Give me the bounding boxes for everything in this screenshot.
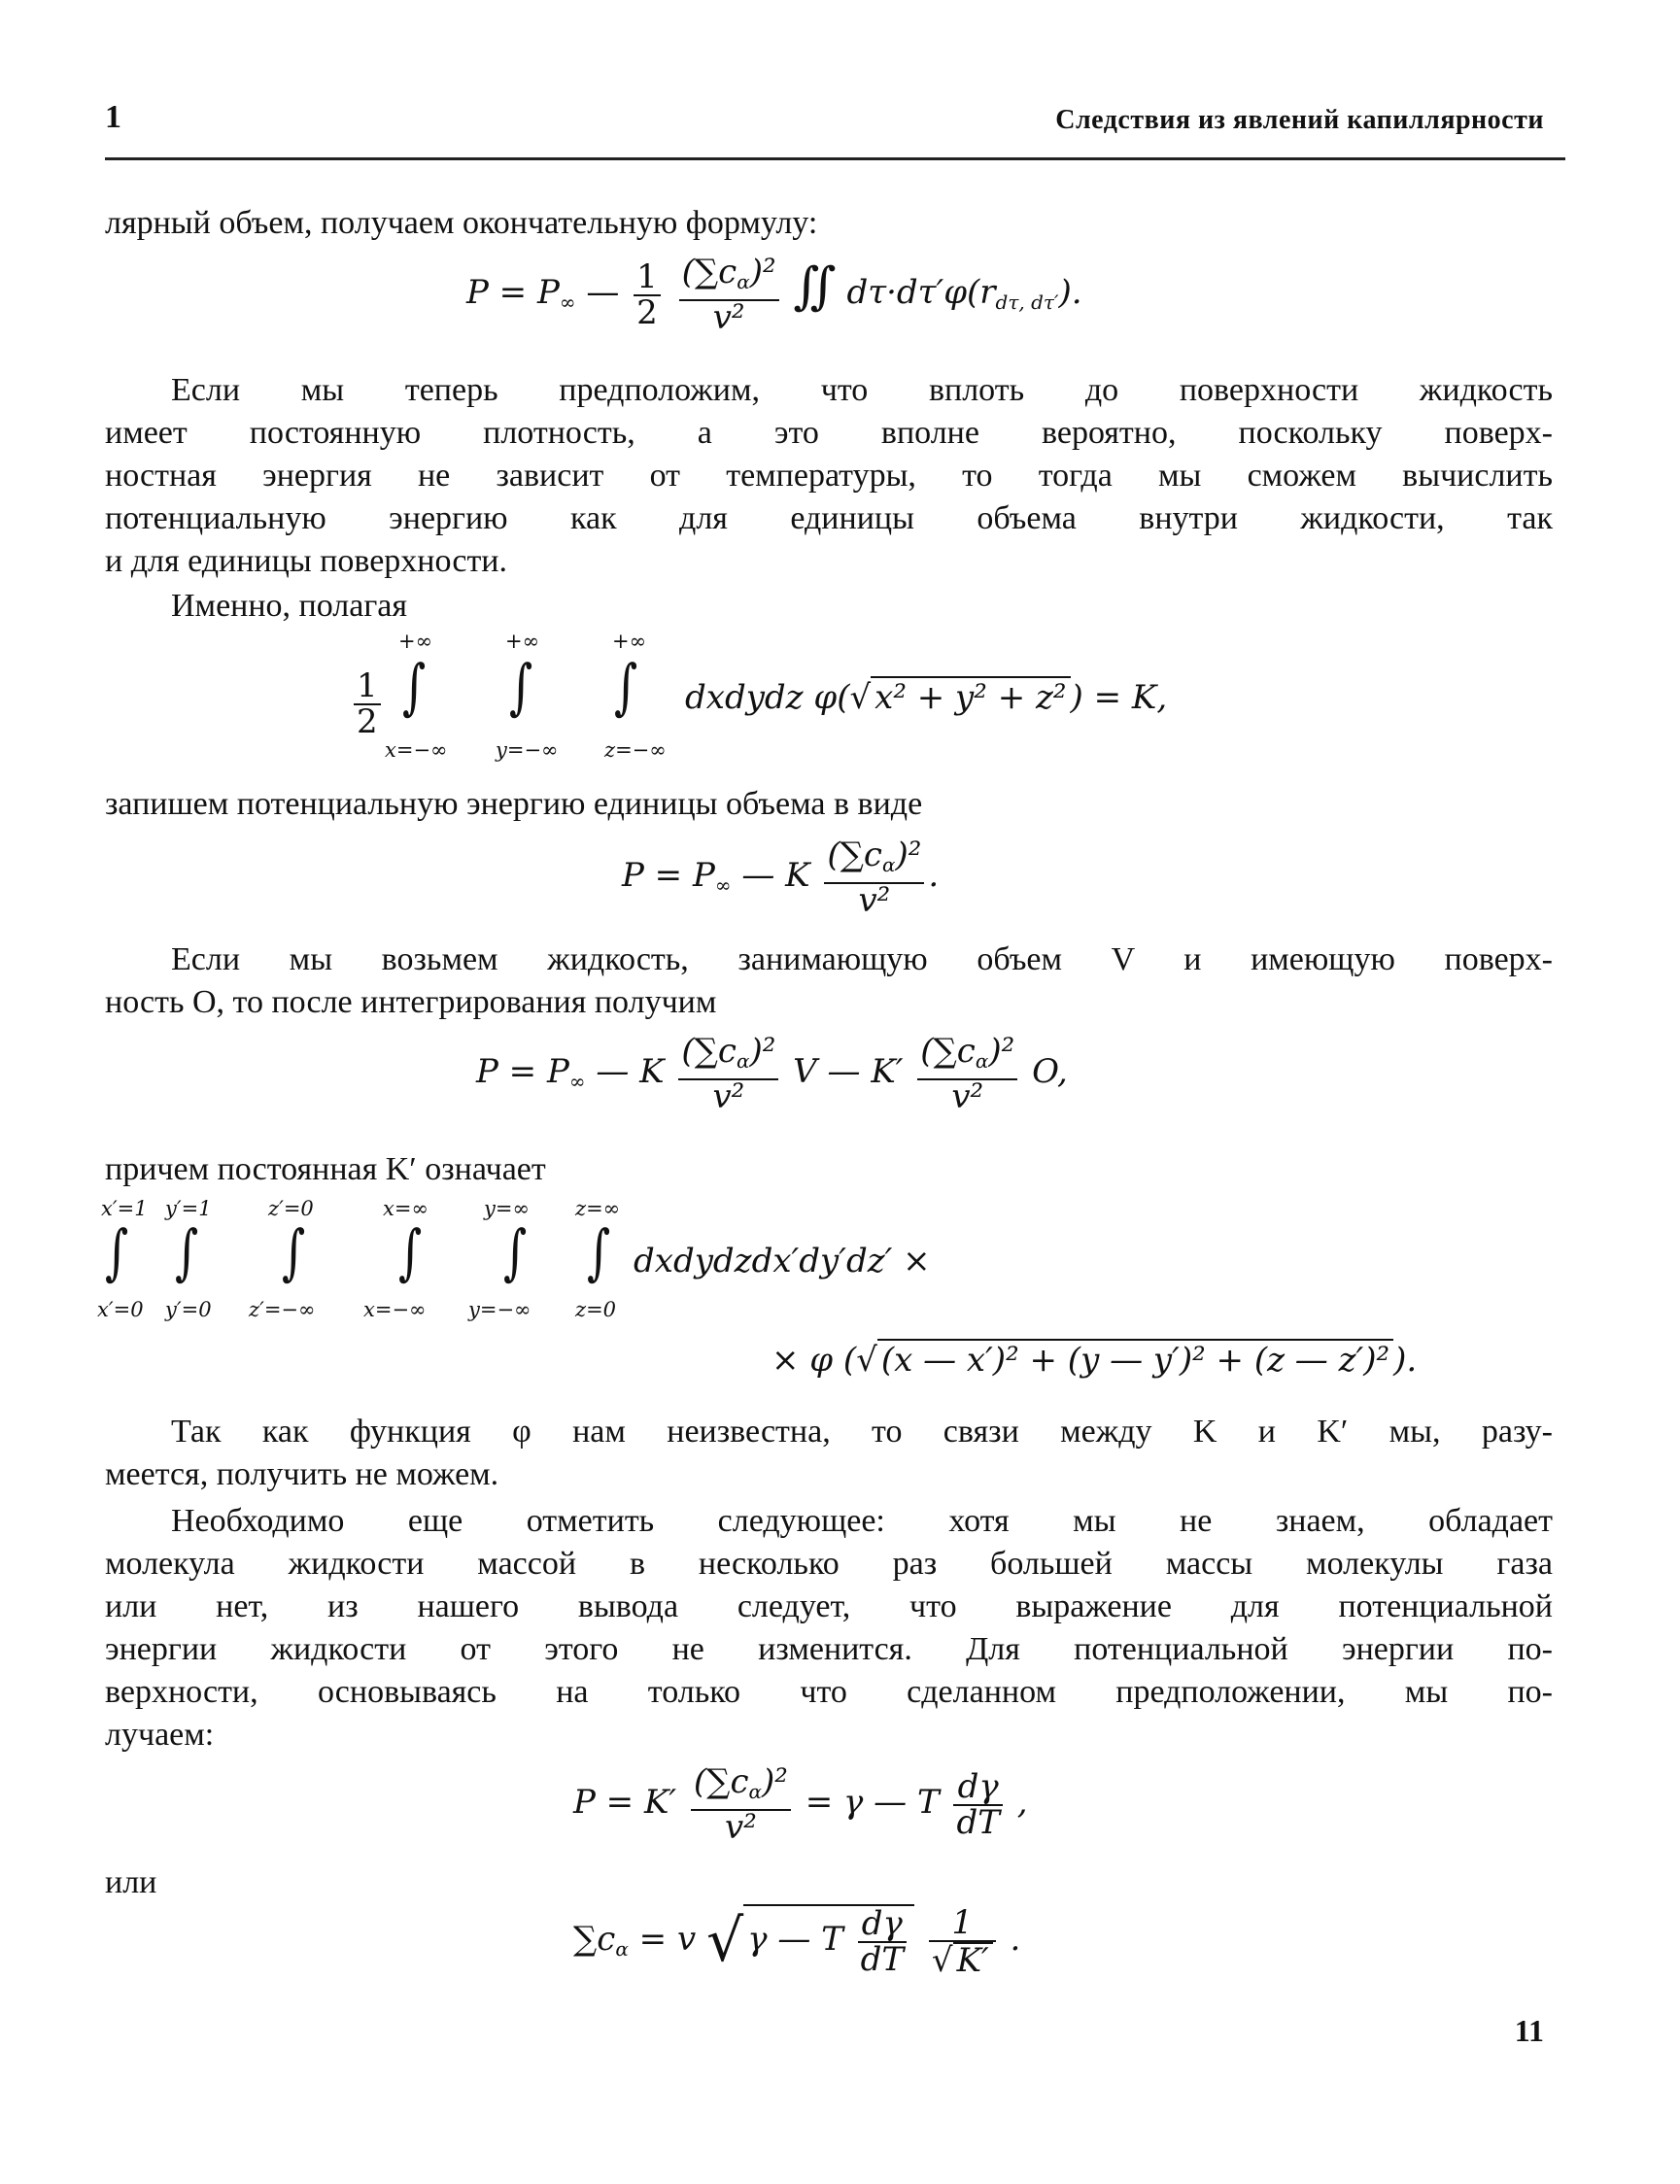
text-line: потенциальную энергию как для единицы объема внутри жидкости, так xyxy=(105,500,1553,536)
text-line: ность O, то после интегрирования получим xyxy=(105,984,717,1020)
text-line: энергии жидкости от этого не изменится. Для потенциальной энергии по- xyxy=(105,1631,1553,1667)
text-line: и для единицы поверхности. xyxy=(105,543,507,579)
equation-7: $\sum c_\alpha = v$ √ γ — T $\frac{d\gamma}{dT}$ $\frac{1}{√ K'}$ . xyxy=(573,1903,1021,1980)
text-line: верхности, основываясь на только что сделанном предположении, мы по- xyxy=(105,1674,1553,1710)
text-line: Если мы теперь предположим, что вплоть до поверхности жидкость xyxy=(171,372,1553,408)
text-line: лярный объем, получаем окончательную формулу: xyxy=(105,205,818,241)
text-line: имеет постоянную плотность, а это вполне вероятно, поскольку поверх- xyxy=(105,415,1553,451)
text-line: ностная энергия не зависит от температуры, то тогда мы сможем вычислить xyxy=(105,458,1553,494)
page-number: 11 xyxy=(1514,2013,1544,2048)
text-line: Именно, полагая xyxy=(171,588,408,624)
header-rule xyxy=(105,157,1565,160)
text-line: лучаем: xyxy=(105,1717,215,1753)
equation-3: $P = P_\infty$ — K $\frac{(\sum c_\alpha)^2}{\text{v²}}$ . xyxy=(622,836,940,920)
header-page-marker: 1 xyxy=(105,99,121,135)
text-line: Необходимо еще отметить следующее: хотя мы не знаем, обладает xyxy=(171,1503,1553,1539)
text-line: меется, получить не можем. xyxy=(105,1456,499,1492)
equation-5: x′=1 y′=1 z′=0 x=∞ y=∞ z=∞ ∫ ∫ ∫ ∫ ∫ ∫ x′=0 y′=0 z′=−∞ x=−∞ y=−∞ z=0 dxdydzdx′dy′dz′ × × φ (√ (x — x′)² + (y — y′)² + (z — z′)² ). xyxy=(97,1197,1418,1380)
text-line: запишем потенциальную энергию единицы объема в виде xyxy=(105,786,923,822)
equation-4: $P = P_\infty$ — K $\frac{(\sum c_\alpha)^2}{\text{v²}}$ V — K′ $\frac{(\sum c_\alpha)^2}{\text{v²}}$ O, xyxy=(476,1032,1068,1116)
text-line: Если мы возьмем жидкость, занимающую объем V и имеющую поверх- xyxy=(171,941,1553,977)
text-line: Так как функция φ нам неизвестна, то связи между K и K′ мы, разу- xyxy=(171,1414,1553,1450)
text-line: или нет, из нашего вывода следует, что выражение для потенциальной xyxy=(105,1588,1553,1624)
text-line: причем постоянная K′ означает xyxy=(105,1151,546,1187)
text-line: или xyxy=(105,1864,157,1900)
text-line: молекула жидкости массой в несколько раз большей массы молекулы газа xyxy=(105,1546,1553,1582)
equation-1: $P = P_\infty$ — $\frac{1}{2}$ $\frac{(\sum c_\alpha)^2}{\text{v²}}$ ∬ $d\tau\cdot d\tau'\varphi(r_{d\tau, d\tau'})$. xyxy=(466,253,1082,337)
equation-6: P = K′ $\frac{(\sum c_\alpha)^2}{\text{v²}}$ = γ — T $\frac{d\gamma}{dT}$ , xyxy=(573,1762,1028,1847)
running-title: Следствия из явлений капиллярности xyxy=(1055,105,1544,135)
equation-2: $\frac{1}{2}$ +∞ ∫ x=−∞ +∞ ∫ y=−∞ +∞ ∫ z=−∞ dxdydz φ(√ x² + y² + z² ) = K, xyxy=(350,630,1283,766)
